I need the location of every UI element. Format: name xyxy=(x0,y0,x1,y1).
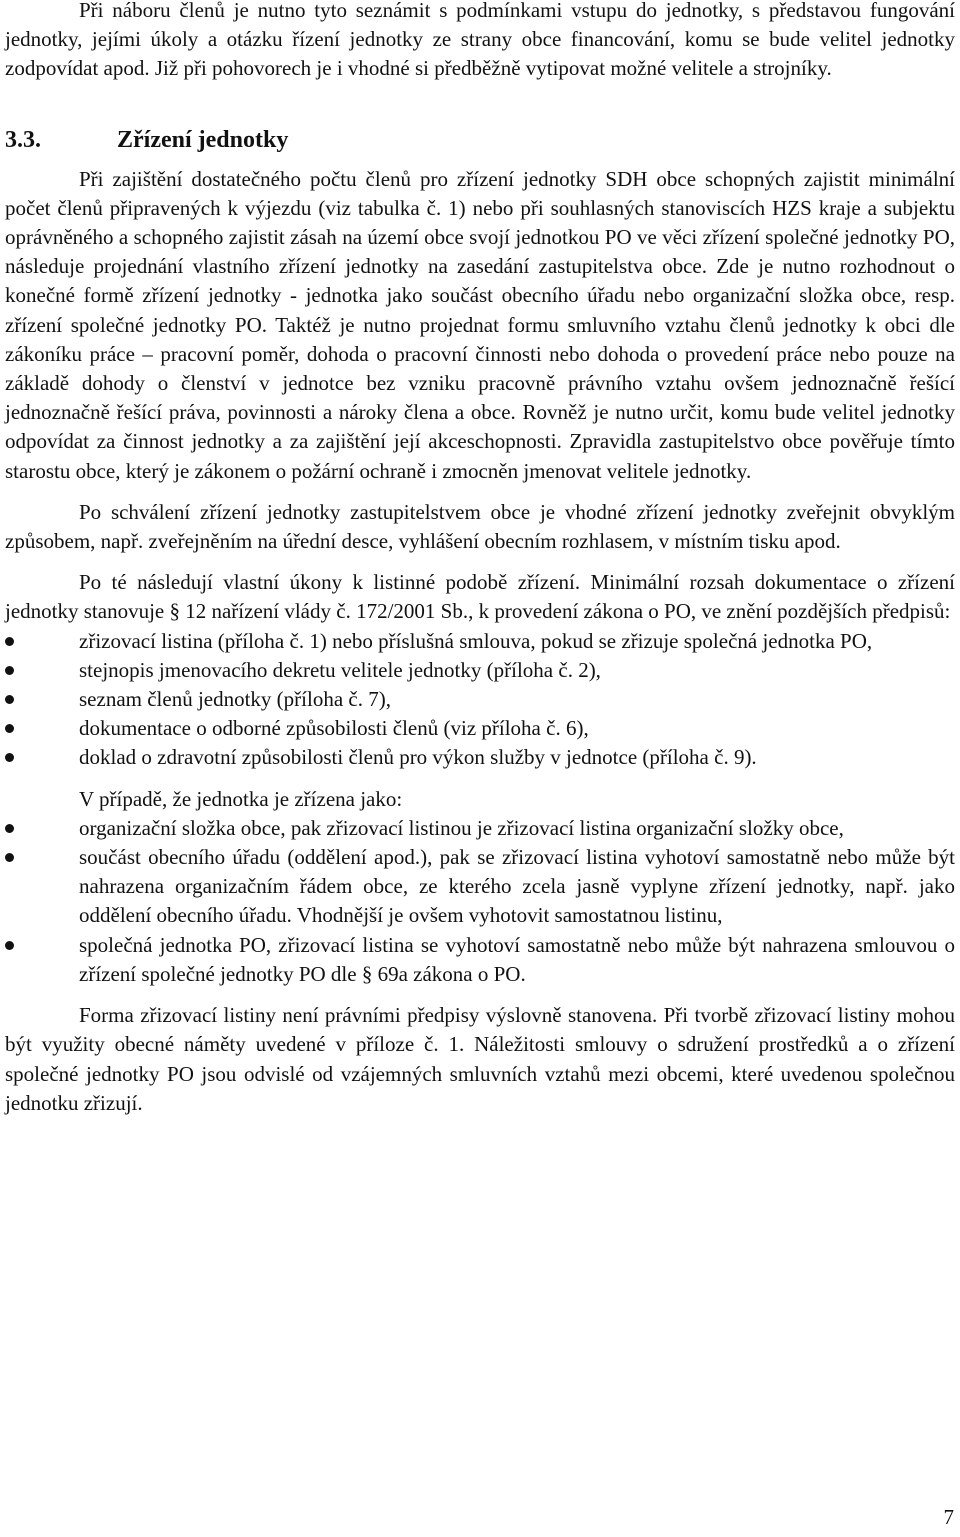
document-page xyxy=(5,0,955,1118)
list-item: společná jednotka PO, zřizovací listina se vyhotoví samostatně nebo může být nahrazena smlouvou o zřízení společné jednotky PO dle § 69a zákona o PO. xyxy=(5,931,955,989)
list-item: organizační složka obce, pak zřizovací listinou je zřizovací listina organizační složky obce, xyxy=(5,814,955,843)
bullet-icon xyxy=(5,695,14,704)
bullet-icon xyxy=(5,637,14,646)
form-paragraph: Forma zřizovací listiny není právními předpisy výslovně stanovena. Při tvorbě zřizovací listiny mohou být využity obecné náměty uvedené v příloze č. 1. Náležitosti smlouvy o sdružení prostředků a o zřízení společné jednotky PO jsou odvislé od vzájemných smluvních vztahů mezi obcemi, které uvedenou společnou jednotku zřizují. xyxy=(5,1003,955,1115)
list-item: seznam členů jednotky (příloha č. 7), xyxy=(5,685,955,714)
list-item: zřizovací listina (příloha č. 1) nebo příslušná smlouva, pokud se zřizuje společná jednotka PO, xyxy=(5,627,955,656)
list-item: doklad o zdravotní způsobilosti členů pro výkon služby v jednotce (příloha č. 9). xyxy=(5,743,955,772)
cases-list xyxy=(5,814,955,989)
documents-list xyxy=(5,627,955,773)
bullet-icon xyxy=(5,853,14,862)
list-item: stejnopis jmenovacího dekretu velitele jednotky (příloha č. 2), xyxy=(5,656,955,685)
list-item: součást obecního úřadu (oddělení apod.), pak se zřizovací listina vyhotoví samostatně nebo může být nahrazena organizačním řádem obce, ze kterého zcela jasně vyplyne zřízení jednotky, např. jako oddělení obecního úřadu. Vhodnější je ovšem vyhotovit samostatnou listinu, xyxy=(5,843,955,931)
bullet-icon xyxy=(5,724,14,733)
documents-paragraph: Po té následují vlastní úkony k listinné podobě zřízení. Minimální rozsah dokumentace o zřízení jednotky stanovuje § 12 nařízení vlády č. 172/2001 Sb., k provedení zákona o PO, ve znění pozdějších předpisů: xyxy=(5,570,955,624)
section-heading xyxy=(5,125,955,155)
cases-paragraph: V případě, že jednotka je zřízena jako: xyxy=(79,786,403,811)
bullet-icon xyxy=(5,824,14,833)
bullet-icon xyxy=(5,941,14,950)
page-number: 7 xyxy=(943,1505,954,1529)
publish-paragraph: Po schválení zřízení jednotky zastupitelstvem obce je vhodné zřízení jednotky zveřejnit obvyklým způsobem, např. zveřejněním na úřední desce, vyhlášení obecním rozhlasem, v místním tisku apod. xyxy=(5,499,955,554)
bullet-icon xyxy=(5,753,14,762)
main-paragraph: Při zajištění dostatečného počtu členů pro zřízení jednotky SDH obce schopných zajistit minimální počet členů připravených k výjezdu (viz tabulka č. 1) nebo při souhlasných stanoviscích HZS kraje a subjektu oprávněného a schopného zajistit zásah na území obce svojí jednotkou PO ve věci zřízení společné jednotky PO, následuje projednání vlastního zřízení jednotky na zasedání zastupitelstva obce. Zde je nutno rozhodnout o konečné formě zřízení jednotky - jednotka jako součást obecního úřadu nebo organizační složka obce, resp. zřízení společné jednotky PO. Taktéž je nutno projednat formu smluvního vztahu členů jednotky k obci dle zákoníku práce – pracovní poměr, dohoda o pracovní činnosti nebo dohoda o provedení práce nebo pouze na základě dohody o členství v jednotce bez vzniku pracovně právního vztahu ovšem jednoznačně řešící jednoznačně řešící práva, povinnosti a nároky člena a obce. Rovněž je nutno určit, komu bude velitel jednotky odpovídat za činnost jednotky a za zajištění její akceschopnosti. Zpravidla zastupitelstvo obce pověřuje tímto starostu obce, který je zákonem o požární ochraně i zmocněn jmenovat velitele jednotky. xyxy=(5,166,955,483)
section-number: 3.3. xyxy=(5,126,41,153)
list-item: dokumentace o odborné způsobilosti členů (viz příloha č. 6), xyxy=(5,714,955,743)
intro-paragraph: Při náboru členů je nutno tyto seznámit s podmínkami vstupu do jednotky, s představou fungování jednotky, jejími úkoly a otázku řízení jednotky ze strany obce financování, komu se bude velitel jednotky zodpovídat apod. Již při pohovorech je i vhodné si předběžně vytipovat možné velitele a strojníky. xyxy=(5,0,955,81)
bullet-icon xyxy=(5,666,14,675)
section-title: Zřízení jednotky xyxy=(117,126,289,153)
